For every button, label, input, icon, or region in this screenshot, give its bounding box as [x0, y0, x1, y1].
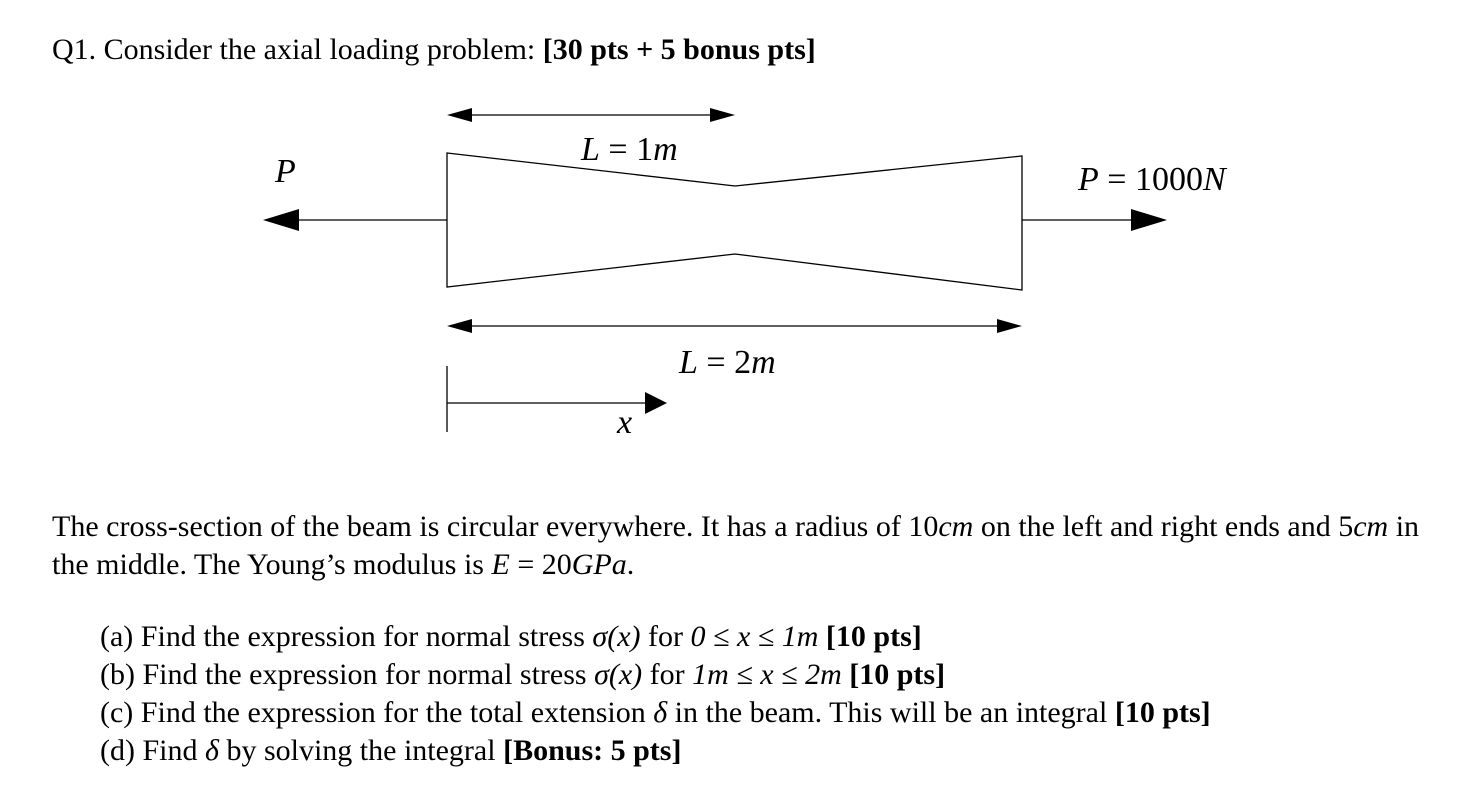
part-b-sigma: σ: [594, 658, 609, 691]
youngs-modulus-symbol: E: [491, 548, 510, 581]
full-length-arrowhead-left: [447, 319, 472, 333]
part-d: [100, 732, 1211, 770]
part-b-text: (b) Find the expression for normal stress: [100, 658, 595, 691]
part-a-sigma: σ: [592, 620, 608, 653]
part-a-points: [10 pts]: [825, 620, 922, 653]
part-b-range: 1m ≤ x ≤ 2m: [692, 658, 842, 691]
part-c-suffix: in the beam. This will be an integral: [667, 696, 1115, 729]
description-text-2: on the left and right ends and: [973, 510, 1339, 543]
full-length-arrowhead-right: [997, 319, 1022, 333]
part-b-points: [10 pts]: [849, 658, 946, 691]
x-axis-arrowhead: [645, 392, 667, 414]
mid-radius-unit: cm: [1353, 510, 1389, 543]
part-d-delta: δ: [205, 734, 219, 767]
question-points: [30 pts + 5 bonus pts]: [542, 33, 816, 66]
tapered-beam: [447, 153, 1022, 290]
part-a-text: (a) Find the expression for normal stress: [100, 620, 593, 653]
right-load-label: P = 1000N: [1078, 161, 1226, 198]
part-d-text: (d) Find: [100, 734, 205, 767]
part-a-for: for: [640, 620, 691, 653]
part-b-for: for: [642, 658, 693, 691]
question-title-text: Q1. Consider the axial loading problem:: [52, 33, 543, 66]
part-c: [100, 694, 1211, 732]
part-c-points: [10 pts]: [1114, 696, 1211, 729]
part-b-variable: (x): [608, 658, 643, 691]
half-length-label: L = 1m: [581, 131, 678, 168]
part-a-variable: (x): [607, 620, 641, 653]
part-a-range: 0 ≤ x ≤ 1m: [690, 620, 819, 653]
full-length-label: L = 2m: [679, 344, 776, 381]
left-load-label: P: [275, 153, 296, 190]
half-length-arrowhead-left: [447, 108, 472, 122]
description-text-1: The cross-section of the beam is circular everywhere. It has a radius of: [52, 510, 909, 543]
right-load-arrowhead: [1131, 209, 1167, 231]
half-length-arrowhead-right: [710, 108, 735, 122]
left-load-arrowhead: [263, 209, 299, 231]
youngs-modulus-unit: GPa: [571, 548, 627, 581]
mid-radius-value: 5: [1338, 510, 1354, 543]
part-b: [100, 656, 1211, 694]
part-c-text: (c) Find the expression for the total extension: [100, 696, 654, 729]
end-radius-unit: cm: [938, 510, 974, 543]
part-d-points: [Bonus: 5 pts]: [503, 734, 682, 767]
youngs-modulus-value: = 20: [509, 548, 572, 581]
part-d-suffix: by solving the integral: [218, 734, 504, 767]
description-text-3: in the middle. The Young’s modulus is: [52, 510, 1420, 581]
x-axis-label: x: [617, 404, 633, 441]
part-c-delta: δ: [653, 696, 668, 729]
description-text-4: .: [626, 548, 635, 581]
end-radius-value: 10: [908, 510, 939, 543]
part-a: [100, 618, 1211, 656]
question-parts: [100, 618, 1211, 770]
problem-description: [52, 508, 1432, 584]
